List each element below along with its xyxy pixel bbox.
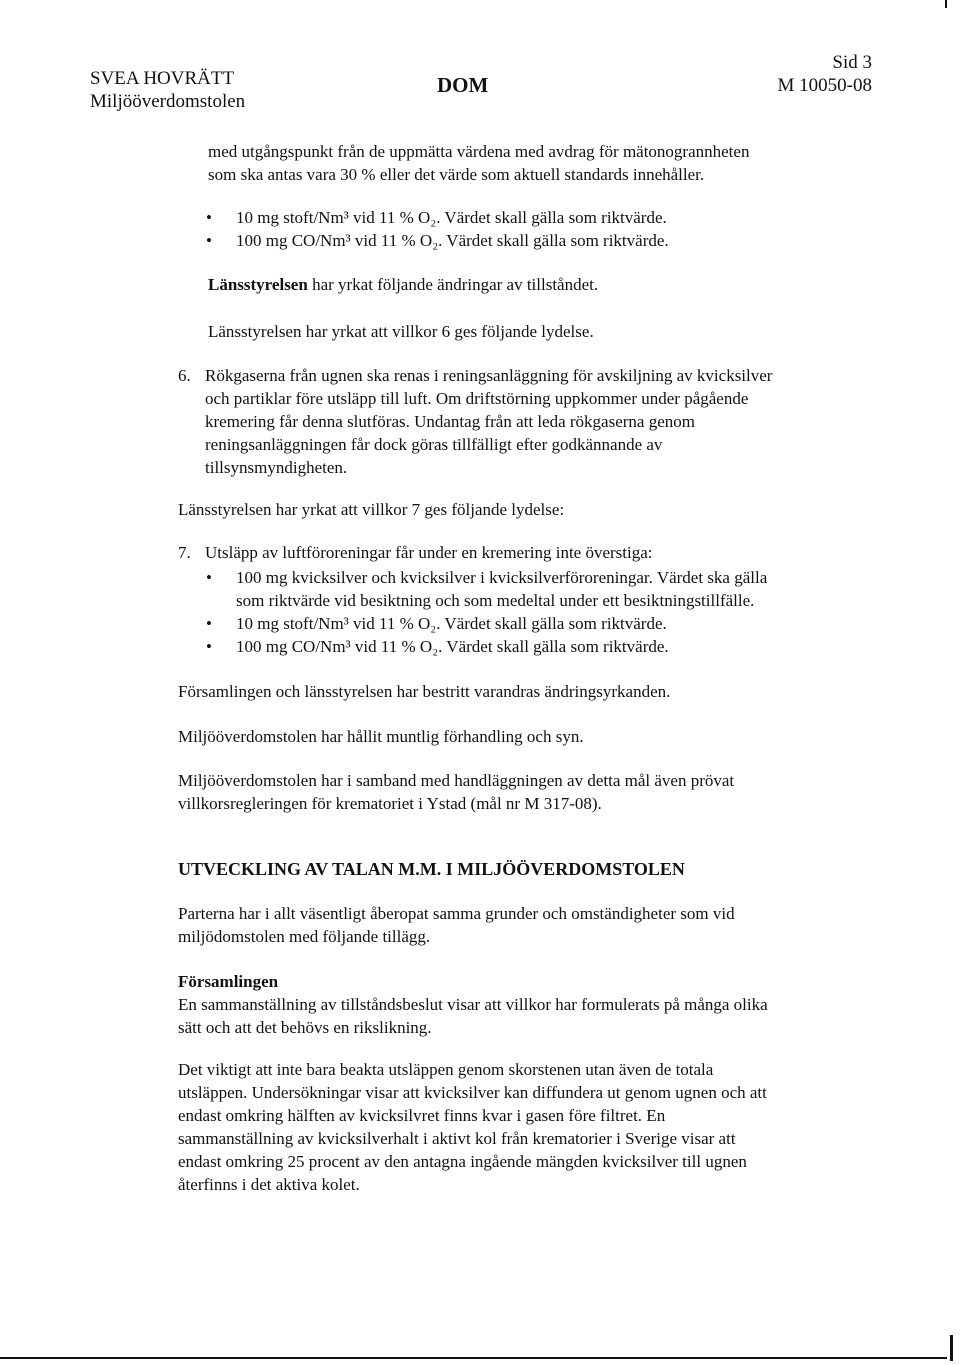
text-line: och partiklar före utsläpp till luft. Om driftstörning uppkommer under pågående: [205, 389, 749, 408]
intro-line-1: med utgångspunkt från de uppmätta värdena med avdrag för mätonogrannheten: [208, 142, 750, 161]
text-line: • 100 mg kvicksilver och kvicksilver i kvicksilverföroreningar. Värdet ska gälla: [236, 568, 768, 587]
syn-paragraph: Miljööverdomstolen har hållit muntlig förhandling och syn.: [178, 727, 584, 746]
text-line: Rökgaserna från ugnen ska renas i reningsanläggning för avskiljning av kvicksilver: [205, 366, 773, 385]
villkor7-lead: Utsläpp av luftföroreningar får under en kremering inte överstiga:: [205, 543, 653, 562]
ystad-line-1: Miljööverdomstolen har i samband med handläggningen av detta mål även prövat: [178, 771, 735, 790]
document-type: DOM: [437, 73, 489, 97]
villkor6-intro: Länsstyrelsen har yrkat att villkor 6 ges följande lydelse.: [208, 322, 594, 341]
text-line: reningsanläggningen får dock göras tillfälligt efter godkännande av: [205, 435, 663, 454]
viktigt-line-3: endast omkring hälften av kvicksilvret finns kvar i gasen före filtret. En: [178, 1106, 666, 1125]
list-item: • 100 mg CO/Nm³ vid 11 % O₂. Värdet skall gälla som riktvärde.: [206, 635, 767, 658]
viktigt-line-1: Det viktigt att inte bara beakta utsläppen genom skorstenen utan även de totala: [178, 1060, 714, 1079]
villkor7-intro: Länsstyrelsen har yrkat att villkor 7 ges följande lydelse:: [178, 500, 565, 519]
lansstyrelsen-label: Länsstyrelsen: [208, 275, 308, 294]
bestritt-paragraph: Församlingen och länsstyrelsen har bestritt varandras ändringsyrkanden.: [178, 682, 671, 701]
court-name: SVEA HOVRÄTT: [90, 68, 235, 89]
villkor7-number: 7.: [178, 543, 191, 562]
villkor6-number: 6.: [178, 366, 191, 385]
list-item: • 10 mg stoft/Nm³ vid 11 % O₂. Värdet skall gälla som riktvärde.: [206, 206, 669, 229]
viktigt-line-4: sammanställning av kvicksilverhalt i aktivt kol från krematorier i Sverige visar att: [178, 1129, 736, 1148]
text-line: kremering får denna slutföras. Undantag från att leda rökgaserna genom: [205, 412, 695, 431]
lansstyrelsen-text: har yrkat följande ändringar av tillståndet.: [307, 275, 599, 294]
case-number: M 10050-08: [777, 75, 872, 96]
parterna-line-2: miljödomstolen med följande tillägg.: [178, 927, 431, 946]
bottom-rule-mark: [950, 1335, 953, 1361]
list-item: [206, 566, 767, 612]
forsamlingen-heading: Församlingen: [178, 972, 279, 991]
scan-mark: [945, 0, 947, 8]
viktigt-line-5: endast omkring 25 procent av den antagna ingående mängden kvicksilver till ugnen: [178, 1152, 747, 1171]
viktigt-line-6: återfinns i det aktiva kolet.: [178, 1175, 360, 1194]
page-number: Sid 3: [832, 52, 872, 73]
lansstyrelsen-paragraph: [208, 273, 598, 296]
bottom-rule: [0, 1357, 947, 1359]
text-line: tillsynsmyndigheten.: [205, 458, 348, 477]
limits-list-b: [206, 566, 767, 658]
section-heading: UTVECKLING AV TALAN M.M. I MILJÖÖVERDOMSTOLEN: [178, 859, 685, 879]
list-item: • 10 mg stoft/Nm³ vid 11 % O₂. Värdet skall gälla som riktvärde.: [206, 612, 767, 635]
viktigt-line-2: utsläppen. Undersökningar visar att kvicksilver kan diffundera ut genom ugnen och att: [178, 1083, 767, 1102]
parterna-line-1: Parterna har i allt väsentligt åberopat samma grunder och omständigheter som vid: [178, 904, 735, 923]
sammanstallning-line-2: sätt och att det behövs en rikslikning.: [178, 1018, 432, 1037]
ystad-line-2: villkorsregleringen för krematoriet i Ystad (mål nr M 317-08).: [178, 794, 602, 813]
court-division: Miljööverdomstolen: [90, 91, 246, 112]
sammanstallning-line-1: En sammanställning av tillståndsbeslut visar att villkor har formulerats på många olika: [178, 995, 768, 1014]
list-item: • 100 mg CO/Nm³ vid 11 % O₂. Värdet skall gälla som riktvärde.: [206, 229, 669, 252]
text-line: som riktvärde vid besiktning och som medeltal under ett besiktningstillfälle.: [236, 591, 755, 610]
intro-line-2: som ska antas vara 30 % eller det värde som aktuell standards innehåller.: [208, 165, 705, 184]
limits-list-a: [206, 206, 669, 252]
villkor6-body: [205, 364, 772, 479]
